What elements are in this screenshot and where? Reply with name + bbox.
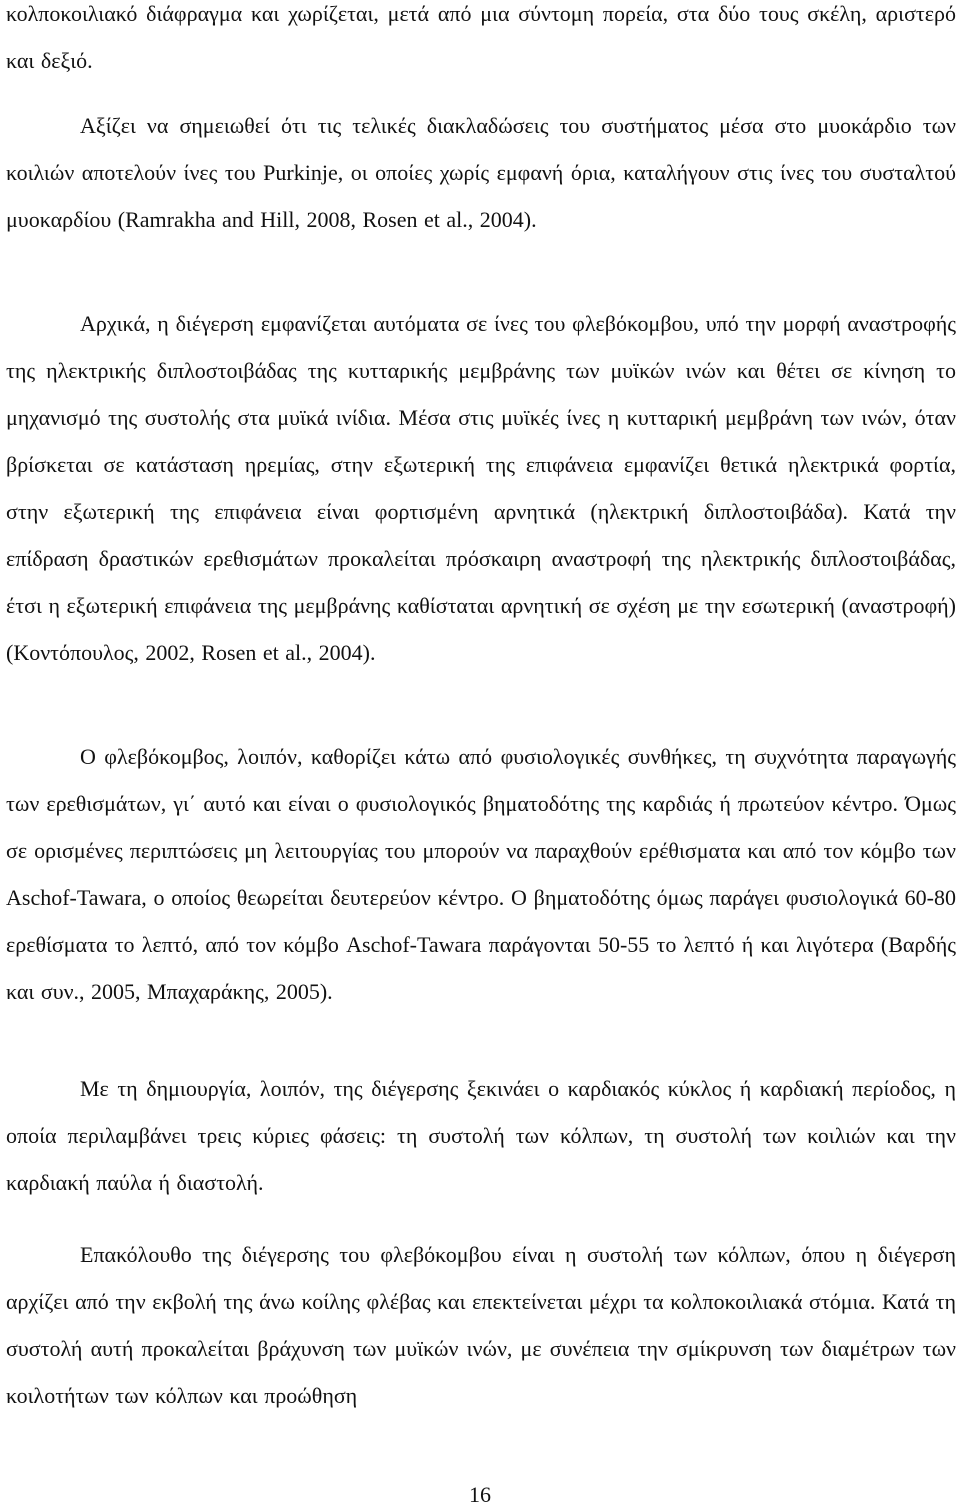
page-number: 16 — [469, 1482, 491, 1507]
paragraph-septum-continuation: κολποκοιλιακό διάφραγμα και χωρίζεται, μετά από μια σύντομη πορεία, στα δύο τους σκέλη, αριστερό και δεξιό. — [6, 1, 956, 73]
paragraph-purkinje-fibers: Αξίζει να σημειωθεί ότι τις τελικές διακλαδώσεις του συστήματος μέσα στο μυοκάρδιο των κοιλιών αποτελούν ίνες του Purkinje, οι οποίες χωρίς εμφανή όρια, καταλήγουν στις ίνες του συσταλτού μυοκαρδίου (Ramrakha and Hill, 2008, Rosen et al., 2004). — [6, 113, 956, 232]
paragraph-atrial-systole: Επακόλουθο της διέγερσης του φλεβόκομβου είναι η συστολή των κόλπων, όπου η διέγερση αρχίζει από την εκβολή της άνω κοίλης φλέβας και επεκτείνεται μέχρι τα κολποκοιλιακά στόμια. Κατά τη συστολή αυτή προκαλείται βράχυνση των μυϊκών ινών, με συνέπεια την σμίκρυνση των διαμέτρων των κοιλοτήτων των κόλπων και προώθηση — [6, 1242, 956, 1408]
paragraph-sinus-node: Ο φλεβόκομβος, λοιπόν, καθορίζει κάτω από φυσιολογικές συνθήκες, τη συχνότητα παραγωγής των ερεθισμάτων, γι΄ αυτό και είναι ο φυσιολογικός βηματοδότης της καρδιάς ή πρωτεύον κέντρο. Όμως σε ορισμένες περιπτώσεις μη λειτουργίας του μπορούν να παραχθούν ερέθισματα και από τον κόμβο των Aschof-Tawara, ο οποίος θεωρείται δευτερεύον κέντρο. Ο βηματοδότης όμως παράγει φυσιολογικά 60-80 ερεθίσματα το λεπτό, από τον κόμβο Aschof-Tawara παράγονται 50-55 το λεπτό ή και λιγότερα (Βαρδής και συν., 2005, Μπαχαράκης, 2005). — [6, 744, 956, 1004]
paragraph-excitation: Αρχικά, η διέγερση εμφανίζεται αυτόματα σε ίνες του φλεβόκομβου, υπό την μορφή αναστροφής της ηλεκτρικής διπλοστοιβάδας της κυτταρικής μεμβράνης των μυϊκών ινών και θέτει σε κίνηση το μηχανισμό της συστολής στα μυϊκά ινίδια. Μέσα στις μυϊκές ίνες η κυτταρική μεμβράνη των ινών, όταν βρίσκεται σε κατάσταση ηρεμίας, στην εξωτερική της επιφάνεια εμφανίζει θετικά ηλεκτρικά φορτία, στην εξωτερική της επιφάνεια είναι φορτισμένη αρνητικά (ηλεκτρική διπλοστοιβάδα). Κατά την επίδραση δραστικών ερεθισμάτων προκαλείται πρόσκαιρη αναστροφή της ηλεκτρικής διπλοστοιβάδας, έτσι η εξωτερική επιφάνεια της μεμβράνης καθίσταται αρνητική σε σχέση με την εσωτερική (αναστροφή) (Κοντόπουλος, 2002, Rosen et al., 2004). — [6, 311, 956, 665]
paragraph-cardiac-cycle: Με τη δημιουργία, λοιπόν, της διέγερσης ξεκινάει ο καρδιακός κύκλος ή καρδιακή περίοδος, η οποία περιλαμβάνει τρεις κύριες φάσεις: τη συστολή των κόλπων, τη συστολή των κοιλιών και την καρδιακή παύλα ή διαστολή. — [6, 1076, 956, 1195]
document-page — [6, 0, 956, 1508]
